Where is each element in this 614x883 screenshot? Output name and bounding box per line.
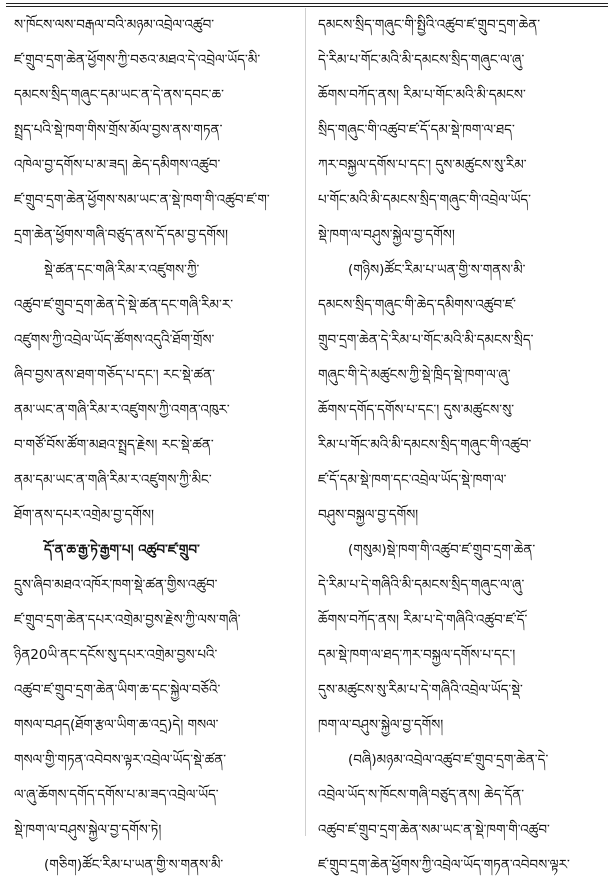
text-line: འཁེལ་བྱ་དགོས་པ་མ་ཟད། ཆེད་དམིགས་འཚུབ་ <box>14 157 221 173</box>
text-line: འཚུབ་ཛ་གྲུབ་དྲག་ཆེན་ཡིག་ཆ་དང་སྐྱེལ་བཅོའི་ <box>14 682 221 698</box>
text-line: གསལ་གྱི་གཏན་འབེབས་ལྟར་འབྲེལ་ཡོད་སྡེ་ཚན་ <box>14 752 227 768</box>
text-line: དམ་སྡེ་ཁག་ལ་ཐད་ཀར་བསྐྱལ་དགོས་པ་དང་། <box>318 647 516 663</box>
top-rule-thick <box>6 6 608 7</box>
text-line: དེ་རིམ་པ་དེ་གཞིའི་མི་དམངས་སྲིད་གཞུང་ལ་ཞུ་ <box>318 577 525 593</box>
text-line: འཛུགས་ཀྱི་འབྲེལ་ཡོད་ཚོགས་འདུའི་ཐོག་གྲོས་ <box>14 332 215 348</box>
text-line: འབྲེལ་ཡོད་ས་ཁོངས་གཞི་བཙུད་ནས། ཆེད་དོན་ <box>318 787 525 803</box>
text-line: དུས་མཚུངས་སུ་རིམ་པ་དེ་གཞིའི་འབྲེལ་ཡོད་སྡེ་ <box>318 682 523 698</box>
text-line: ཆོགས་བཀོད་ནས། རིམ་པ་གོང་མའི་མི་དམངས་ <box>318 87 526 103</box>
text-line: དམངས་སྲིད་གཞུང་གི་ཆེད་དམིགས་འཚུབ་ཛ་ <box>318 297 516 313</box>
text-line: སྤྲད་པའི་སྡེ་ཁག་གིས་གྲོས་མོལ་བྱས་ནས་གཏན་ <box>14 122 223 138</box>
section-heading-line: དོ་ན་ཆ་རྒྱ་ཏེ་རྒྱག་པ། འཚུབ་ཛ་གྲུབ་ <box>44 542 200 558</box>
text-line: ཀར་བསྐྱལ་དགོས་པ་དང་། དུས་མཚུངས་སུ་རིམ་ <box>318 157 527 173</box>
text-line: ཛ་གྲུབ་དྲག་ཆེན་ཕྱོགས་ཀྱི་བཅའ་མཐའ་དེ་འབྲེལ་ཡོད་མི་ <box>14 52 261 68</box>
text-line: དམངས་སྲིད་གཞུང་གི་སྤྱིའི་འཚུབ་ཛ་གྲུབ་དྲག་ཆེན་ <box>318 17 541 33</box>
text-line: ཛ་དོ་དམ་སྡེ་ཁག་དང་འབྲེལ་ཡོད་སྡེ་ཁག་ལ་ <box>318 472 507 488</box>
text-line: སྡེ་ཁག་ལ་བཤུས་སྐྱེལ་བྱ་དགོས། <box>318 227 455 243</box>
text-line: དེ་རིམ་པ་གོང་མའི་མི་དམངས་སྲིད་གཞུང་ལ་ཞུ་ <box>318 52 525 68</box>
text-line: ཆོགས་དགོད་དགོས་པ་དང་། དུས་མཚུངས་སུ་ <box>318 402 515 418</box>
text-line: ནམ་ཡང་ན་གཞི་རིམ་ར་འཛུགས་ཀྱི་འགན་འཁུར་ <box>14 402 230 418</box>
text-line: ཁག་ལ་བཤུས་སྐྱེལ་བྱ་དགོས། <box>318 717 444 733</box>
top-rule-thin <box>6 3 608 4</box>
text-line: དམངས་སྲིད་གཞུང་དམ་ཡང་ན་དེ་ནས་དབང་ཆ་ <box>14 87 224 103</box>
text-line: བ་གཙོ་བོས་ཚོག་མཐའ་སྤྲད་རྗེས། རང་སྡེ་ཚན་ <box>14 437 214 453</box>
text-line: བཤུས་བསྐྱལ་བྱ་དགོས། <box>318 507 419 523</box>
text-line: སྲིད་གཞུང་གི་འཚུབ་ཛ་དོ་དམ་སྡེ་ཁག་ལ་ཐད་ <box>318 122 515 138</box>
text-line: ཉིན20ཡི་ནང་དངོས་སུ་དཔར་འགྲེམ་བྱས་པའི་ <box>14 647 218 663</box>
text-line: འཚུབ་ཛ་གྲུབ་དྲག་ཆེན་སམ་ཡང་ན་སྡེ་ཁག་གི་འཚུབ་ <box>318 822 550 838</box>
text-line: ཆོགས་བཀོད་ནས། རིམ་པ་དེ་གཞིའི་འཚུབ་ཛ་དོ་ <box>318 612 528 628</box>
text-line: གཞུང་གི་དེ་མཚུངས་ཀྱི་སྡེ་ཁྲིད་སྡེ་ཁག་ལ་ཞུ་ <box>318 367 511 383</box>
text-line: པ་གོང་མའི་མི་དམངས་སྲིད་གཞུང་གི་འབྲེལ་ཡོད་ <box>318 192 532 208</box>
text-line: ཛ་གྲུབ་དྲག་ཆེན་དཔར་འགྲེམ་བྱས་རྗེས་ཀྱི་ལས་གཞི་ <box>14 612 241 628</box>
text-line: གསལ་བཤད(ཐོག་རྩལ་ཡིག་ཆ་འདྲ)དེ། གསལ་ <box>14 717 219 733</box>
text-line: ཐོག་ནས་དཔར་འགྲེམ་བྱ་དགོས། <box>14 507 154 523</box>
text-line: དྲག་ཆེན་ཕྱོགས་གཞི་བཙུད་ནས་དོ་དམ་བྱ་དགོས། <box>14 227 229 243</box>
text-line: གྲུབ་དྲག་ཆེན་དེ་རིམ་པ་གོང་མའི་མི་དམངས་སྲིད་ <box>318 332 534 348</box>
text-line: ནམ་དམ་ཡང་ན་གཞི་རིམ་ར་འཛུགས་ཀྱི་མིང་ <box>14 472 212 488</box>
text-line: (གཉིས)ཚོང་རིམ་པ་ཡན་གྱི་ས་གནས་མི་ <box>348 262 526 278</box>
left-text-column <box>14 8 297 873</box>
right-text-column <box>318 8 601 873</box>
text-line: སྡེ་ཁག་ལ་བཤུས་སྐྱེལ་བྱ་དགོས་ཏེ། <box>14 822 162 838</box>
text-line: འཚུབ་ཛ་གྲུབ་དྲག་ཆེན་དེ་སྡེ་ཚན་དང་གཞི་རིམ་ར་ <box>14 297 234 313</box>
text-line: ལ་ཞུ་ཆོགས་དགོད་དགོས་པ་མ་ཟད་འབྲེལ་ཡོད་ <box>14 787 219 803</box>
text-line: དྲུས་ཞིབ་མཐའ་འཁོར་ཁག་སྡེ་ཚན་གྱིས་འཚུབ་ <box>14 577 218 593</box>
text-line: (བཞི)མཉམ་འབྲེལ་འཚུབ་ཛ་གྲུབ་དྲག་ཆེན་དེ་ <box>348 752 549 768</box>
text-line: སྡེ་ཚན་དང་གཞི་རིམ་ར་འཛུགས་ཀྱི་ <box>44 262 200 278</box>
text-line: (གསུམ)སྡེ་ཁག་གི་འཚུབ་ཛ་གྲུབ་དྲག་ཆེན་ <box>348 542 536 558</box>
column-divider <box>305 8 306 836</box>
text-line: ཛ་གྲུབ་དྲག་ཆེན་ཕྱོགས་ཀྱི་འབྲེལ་ཡོད་གཏན་འབེབས་ལྟར་ <box>318 857 570 873</box>
text-line: ས་ཁོངས་ལས་བརྒལ་བའི་མཉམ་འབྲེལ་འཚུབ་ <box>14 17 215 33</box>
text-line: ཛ་གྲུབ་དྲག་ཆེན་ཕྱོགས་སམ་ཡང་ན་སྡེ་ཁག་གི་འཚུབ་ཛ་ག་ <box>14 192 270 208</box>
text-line: (གཅིག)ཚོང་རིམ་པ་ཡན་གྱི་ས་གནས་མི་ <box>44 857 224 873</box>
text-line: རིམ་པ་གོང་མའི་མི་དམངས་སྲིད་གཞུང་གི་འཚུབ་ <box>318 437 532 453</box>
text-line: ཞིབ་བྱས་ནས་ཐག་གཅོད་པ་དང་། རང་སྡེ་ཚན་ <box>14 367 215 383</box>
